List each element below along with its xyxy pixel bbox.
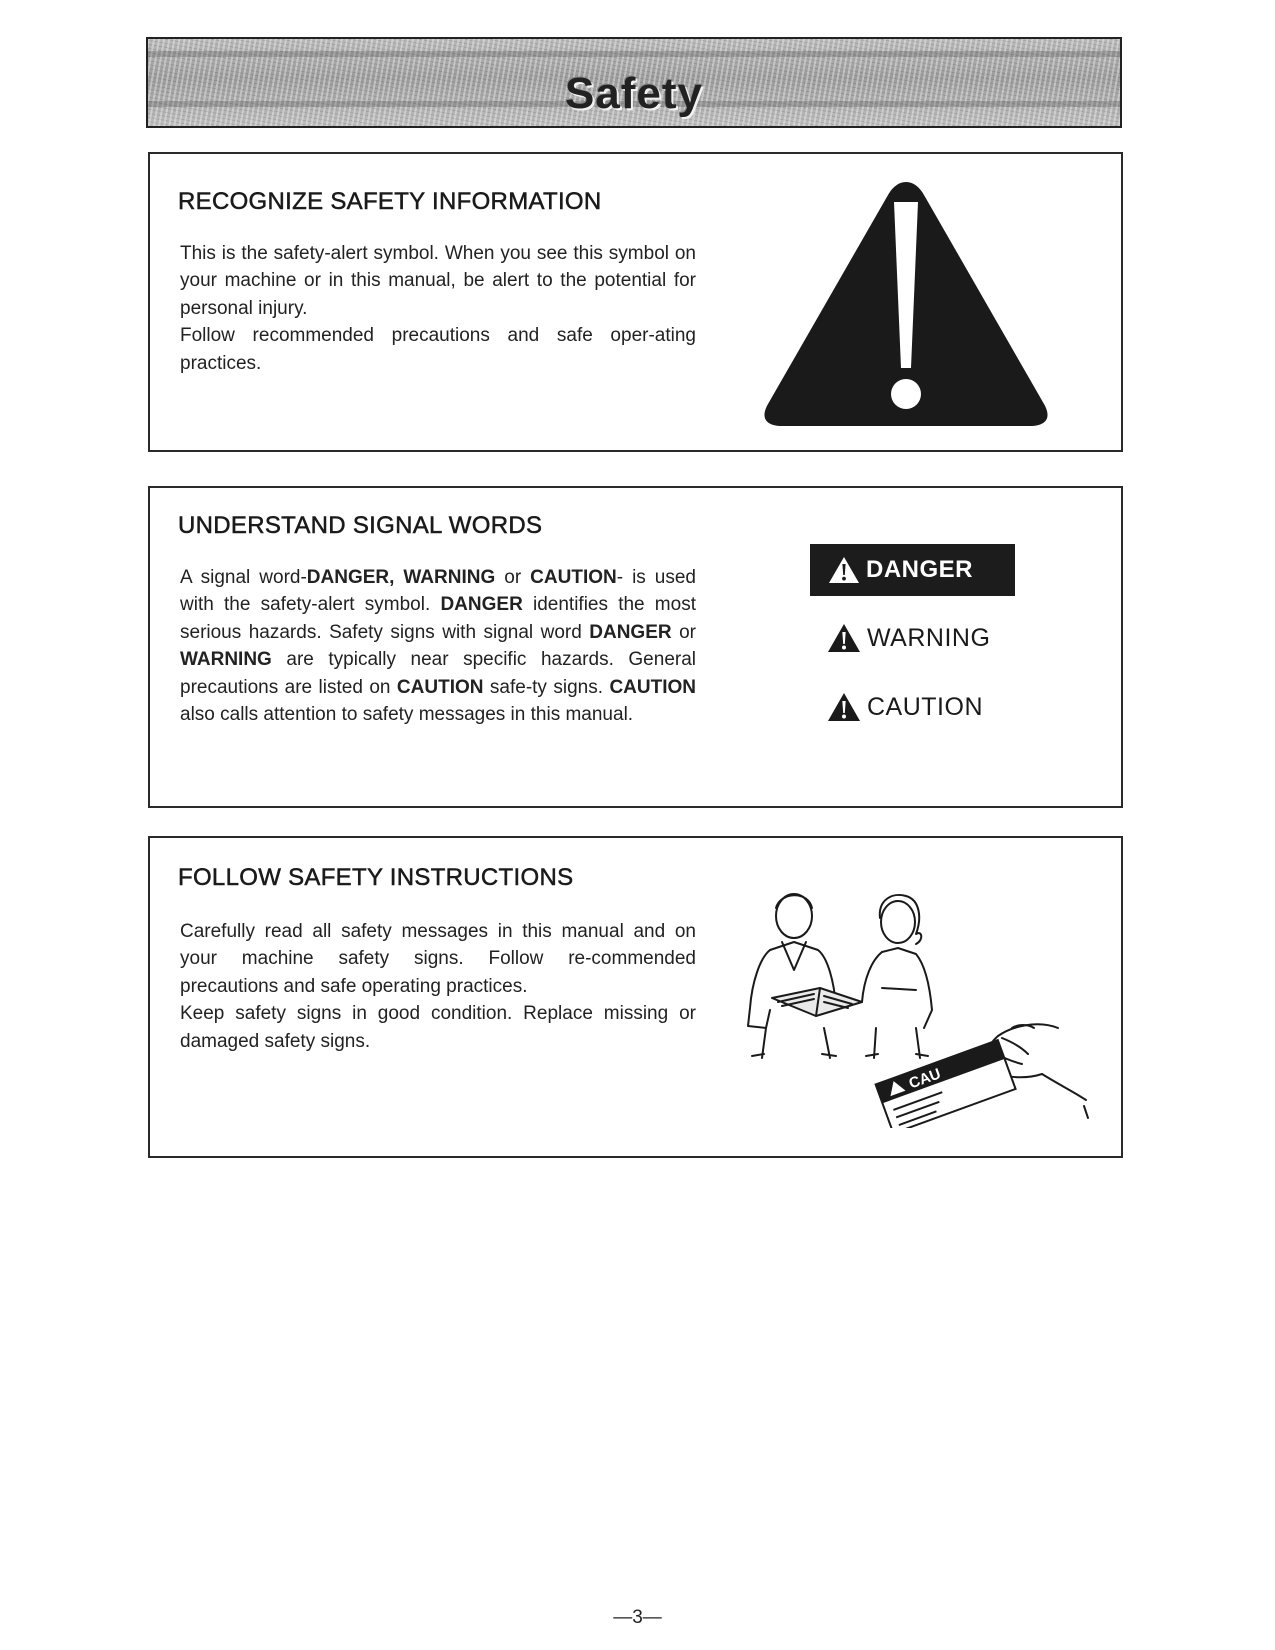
warning-signal-text: WARNING [867, 623, 991, 652]
section-heading: RECOGNIZE SAFETY INFORMATION [178, 188, 602, 215]
section-recognize-safety-information [148, 152, 1123, 452]
text-run: or [495, 567, 531, 588]
sign-text: CAU [906, 1065, 944, 1093]
text-run: are typically near specific hazards. General precautions are listed on [180, 649, 696, 698]
header-texture-stripe [148, 51, 1120, 57]
danger-signal-label [810, 544, 1015, 596]
paragraph: This is the safety-alert symbol. When you see this symbol on your machine or in this manual, be alert to the potential for personal injury. [180, 243, 696, 319]
signal-word-emphasis: DANGER [440, 594, 523, 616]
section-heading: FOLLOW SAFETY INSTRUCTIONS [178, 864, 574, 891]
section-body [180, 564, 696, 728]
text-run: identifies the most serious hazards. Safety signs with signal word [180, 594, 696, 643]
text-run: or [671, 621, 696, 643]
caution-signal-label [827, 692, 983, 722]
alert-triangle-icon [828, 556, 860, 584]
text-run: A signal word- [180, 567, 307, 588]
woman-head [881, 901, 915, 943]
people-reading-manual-illustration [712, 878, 1092, 1128]
danger-signal-text: DANGER [866, 556, 974, 583]
signal-word-emphasis: CAUTION [530, 567, 617, 588]
signal-word-emphasis: DANGER, WARNING [306, 567, 496, 588]
signal-word-emphasis: CAUTION [396, 676, 484, 698]
text-run: safe-ty signs. [483, 676, 610, 698]
exclamation-dot [891, 379, 921, 409]
section-understand-signal-words [148, 486, 1123, 808]
paragraph: Keep safety signs in good condition. Replace missing or damaged safety signs. [180, 1003, 696, 1052]
section-body [180, 240, 696, 377]
section-body [180, 918, 696, 1055]
caution-signal-text: CAUTION [867, 692, 983, 721]
page-header-band [146, 37, 1122, 128]
alert-triangle-icon [827, 692, 861, 722]
text-run: also calls attention to safety messages in this manual. [180, 704, 634, 726]
paragraph: Carefully read all safety messages in this manual and on your machine safety signs. Follow re-commended precautions and safe operating practices. [180, 921, 696, 997]
warning-signal-label [827, 623, 990, 653]
signal-word-emphasis: WARNING [180, 649, 272, 671]
page-title: Safety [564, 69, 704, 118]
text-run: - is used with the safety-alert symbol. [180, 567, 696, 616]
section-follow-safety-instructions [148, 836, 1123, 1158]
caution-sign-decal [876, 1040, 1016, 1128]
paragraph: Follow recommended precautions and safe oper-ating practices. [180, 325, 696, 374]
signal-word-emphasis: CAUTION [609, 676, 696, 698]
alert-triangle-icon [827, 623, 861, 653]
safety-alert-triangle-icon [758, 172, 1054, 432]
section-heading: UNDERSTAND SIGNAL WORDS [178, 512, 543, 539]
page-number: —3— [613, 1607, 662, 1628]
signal-word-emphasis: DANGER [589, 621, 672, 643]
